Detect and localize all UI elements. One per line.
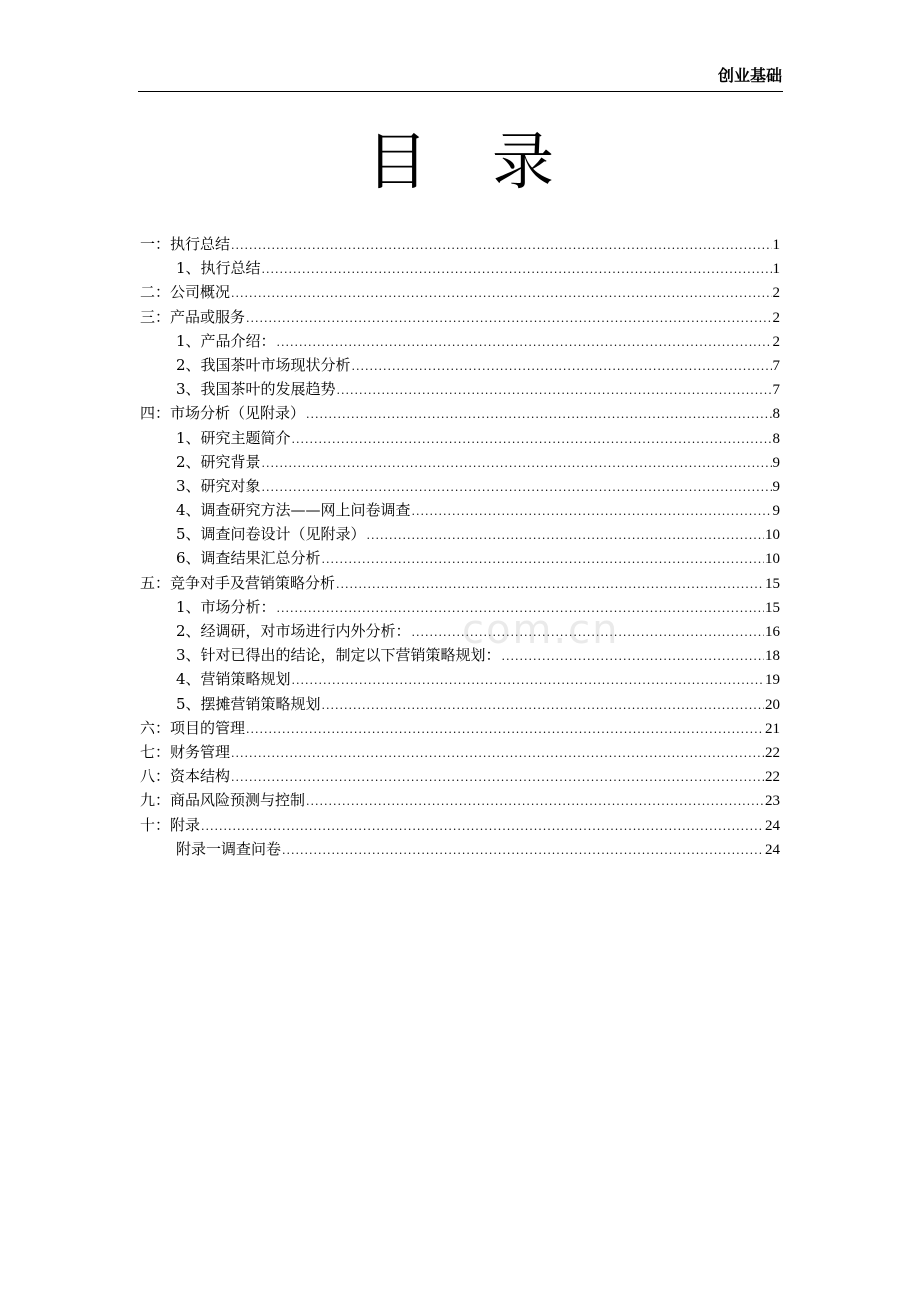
toc-entry-text: 2、研究背景	[176, 452, 261, 471]
toc-entry[interactable]	[140, 813, 780, 837]
toc-entry-text: 1、产品介绍：	[176, 331, 276, 350]
toc-leader-dots	[336, 573, 764, 597]
toc-entry-page: 1	[772, 237, 780, 253]
toc-entry-text: 6、调查结果汇总分析	[176, 549, 321, 568]
toc-leader-dots	[277, 331, 772, 355]
toc-leader-dots	[292, 669, 764, 693]
toc-leader-dots	[262, 258, 772, 282]
toc-entry[interactable]	[140, 546, 780, 570]
toc-leader-dots	[412, 500, 772, 524]
toc-entry-text: 5、摆摊营销策略规划	[176, 694, 321, 713]
toc-entry-text: 十：附录	[140, 815, 201, 834]
toc-entry[interactable]	[140, 256, 780, 280]
toc-entry[interactable]	[140, 595, 780, 619]
toc-entry[interactable]	[140, 401, 780, 425]
toc-entry[interactable]	[140, 716, 780, 740]
toc-entry-page: 24	[765, 841, 780, 858]
toc-entry-text: 4、调查研究方法——网上问卷调查	[176, 501, 411, 520]
toc-leader-dots	[231, 742, 764, 766]
toc-entry-page: 2	[772, 333, 780, 350]
toc-entry[interactable]	[140, 305, 780, 329]
toc-leader-dots	[277, 597, 764, 621]
toc-entry-text: 五：竞争对手及营销策略分析	[140, 573, 336, 592]
toc-entry-page: 2	[772, 309, 780, 326]
toc-entry-page: 23	[765, 793, 780, 810]
toc-entry[interactable]	[140, 643, 780, 667]
toc-entry-page: 7	[772, 382, 780, 399]
toc-leader-dots	[412, 621, 764, 645]
toc-entry-text: 附录一调查问卷	[176, 839, 282, 858]
toc-entry-text: 4、营销策略规划	[176, 670, 291, 689]
toc-entry[interactable]	[140, 377, 780, 401]
header-rule	[138, 91, 783, 92]
toc-entry[interactable]	[140, 450, 780, 474]
toc-entry-page: 9	[772, 503, 780, 520]
toc-leader-dots	[262, 476, 772, 500]
toc-entry-page: 20	[765, 696, 780, 713]
toc-entry[interactable]	[140, 232, 780, 256]
toc-entry-page: 10	[765, 551, 780, 568]
toc-entry[interactable]	[140, 329, 780, 353]
toc-entry[interactable]	[140, 764, 780, 788]
toc-entry[interactable]	[140, 692, 780, 716]
toc-entry-text: 六：项目的管理	[140, 718, 246, 737]
toc-leader-dots	[231, 282, 771, 306]
toc-entry[interactable]	[140, 619, 780, 643]
toc-entry-text: 3、针对已得出的结论，制定以下营销策略规划：	[176, 646, 501, 665]
toc-entry-text: 1、研究主题简介	[176, 428, 291, 447]
toc-entry-page: 22	[765, 744, 780, 761]
toc-entry-text: 3、研究对象	[176, 476, 261, 495]
toc-entry[interactable]	[140, 280, 780, 304]
toc-leader-dots	[306, 403, 771, 427]
toc-entry-page: 19	[765, 672, 780, 689]
toc-leader-dots	[322, 548, 764, 572]
toc-entry[interactable]	[140, 571, 780, 595]
toc-entry-page: 7	[772, 357, 780, 374]
toc-leader-dots	[352, 355, 772, 379]
toc-entry-text: 八：资本结构	[140, 767, 231, 786]
toc-entry-page: 22	[765, 769, 780, 786]
toc-leader-dots	[322, 694, 764, 718]
toc-leader-dots	[201, 815, 764, 839]
toc-entry-page: 16	[765, 624, 780, 640]
toc-entry-page: 10	[765, 527, 780, 544]
toc-leader-dots	[306, 790, 764, 814]
toc-title: 目录	[365, 125, 618, 198]
table-of-contents	[140, 232, 780, 861]
toc-entry-text: 1、执行总结	[176, 259, 261, 278]
toc-entry-text: 5、调查问卷设计（见附录）	[176, 525, 366, 544]
toc-entry[interactable]	[140, 522, 780, 546]
toc-entry-text: 九：商品风险预测与控制	[140, 791, 306, 810]
watermark-text: com.cn	[462, 607, 620, 653]
toc-entry[interactable]	[140, 498, 780, 522]
toc-leader-dots	[367, 524, 764, 548]
toc-entry-text: 七：财务管理	[140, 742, 231, 761]
toc-leader-dots	[282, 839, 764, 863]
toc-entry-page: 15	[765, 599, 780, 616]
toc-entry-page: 2	[772, 285, 780, 302]
toc-entry-page: 24	[765, 817, 780, 834]
toc-entry-page: 15	[765, 575, 780, 592]
toc-entry-page: 1	[772, 261, 780, 278]
toc-entry-text: 2、我国茶叶市场现状分析	[176, 355, 351, 374]
toc-entry-text: 二：公司概况	[140, 283, 231, 302]
page-header-label: 创业基础	[717, 66, 782, 85]
toc-entry-page: 18	[765, 648, 780, 665]
toc-entry-page: 21	[765, 720, 780, 737]
toc-leader-dots	[246, 307, 771, 331]
toc-entry-page: 9	[772, 454, 780, 471]
toc-entry[interactable]	[140, 426, 780, 450]
toc-entry-text: 3、我国茶叶的发展趋势	[176, 380, 336, 399]
toc-leader-dots	[231, 234, 771, 258]
toc-leader-dots	[292, 428, 772, 452]
toc-leader-dots	[262, 452, 772, 476]
toc-entry[interactable]	[140, 353, 780, 377]
toc-entry-page: 9	[772, 478, 780, 495]
toc-entry[interactable]	[140, 740, 780, 764]
toc-leader-dots	[502, 645, 764, 669]
toc-leader-dots	[231, 766, 764, 790]
toc-entry-text: 一：执行总结	[140, 235, 231, 253]
toc-entry-page: 8	[772, 406, 780, 423]
toc-entry[interactable]	[140, 474, 780, 498]
toc-entry-text: 1、市场分析：	[176, 597, 276, 616]
toc-entry[interactable]	[140, 788, 780, 812]
toc-leader-dots	[246, 718, 764, 742]
toc-entry-page: 8	[772, 430, 780, 447]
toc-leader-dots	[337, 379, 772, 403]
toc-entry-text: 2、经调研，对市场进行内外分析：	[176, 622, 411, 640]
toc-entry[interactable]	[140, 837, 780, 861]
toc-entry-text: 三：产品或服务	[140, 307, 246, 326]
toc-entry-text: 四：市场分析（见附录）	[140, 404, 306, 423]
toc-entry[interactable]	[140, 667, 780, 691]
